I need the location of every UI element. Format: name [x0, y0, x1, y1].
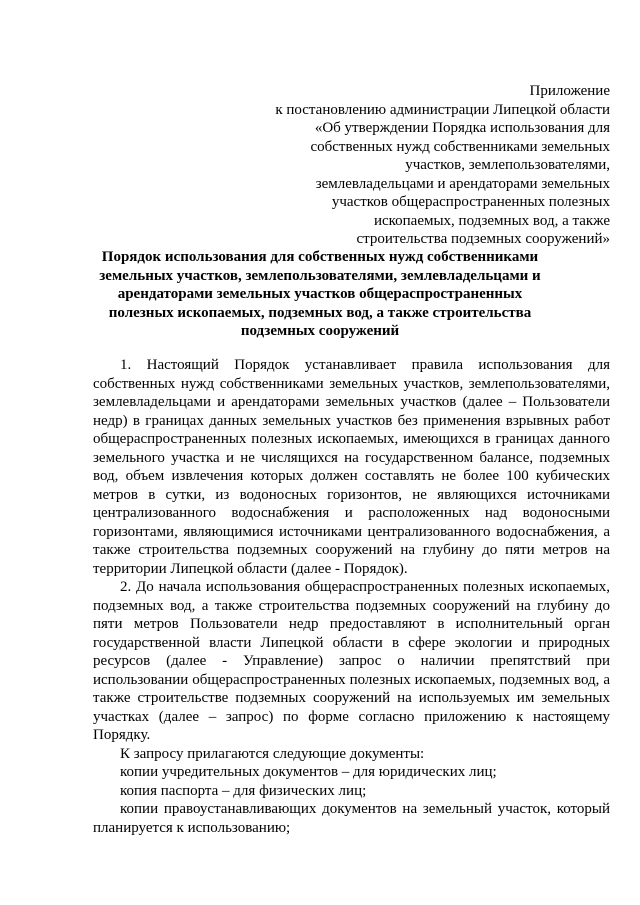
appendix-line: «Об утверждении Порядка использования для [314, 120, 610, 136]
appendix-line: к постановлению администрации Липецкой области [275, 101, 610, 118]
appendix-line: Приложение [529, 83, 610, 99]
paragraph: копии учредительных документов – для юридических лиц; [120, 764, 497, 780]
appendix-line: собственных нужд собственниками земельных [310, 138, 610, 155]
appendix-line: участков, землепользователями, [405, 157, 610, 173]
paragraph: копия паспорта – для физических лиц; [120, 782, 367, 799]
paragraph: К запросу прилагаются следующие документы: [120, 745, 425, 762]
appendix-line: строительства подземных сооружений» [356, 231, 610, 247]
paragraph: 1. Настоящий Порядок устанавливает правила использования для собственных нужд собственниками земельных участков, землепользователями, землевладельцами и арендаторами земельных участков (далее – Пользователи недр) в границах данных земельных участков без применения взрывных работ общераспространенных полезных ископаемых, имеющихся в границах данного земельного участка и не числящихся на государственном балансе, подземных вод, объем извлечения которых должен составлять не более 100 кубических метров в сутки, из водоносных горизонтов, не являющихся источниками централизованного водоснабжения и расположенных над водоносными горизонтами, являющимися источниками централизованного водоснабжения, а также строительства подземных сооружений на глубину до пяти метров на территории Липецкой области (далее - Порядок). [93, 357, 610, 577]
appendix-line: участков общераспространенных полезных [331, 194, 610, 210]
appendix-line: ископаемых, подземных вод, а также [373, 212, 610, 229]
paragraph: 2. До начала использования общераспространенных полезных ископаемых, подземных вод, а также строительства подземных сооружений на глубину до пяти метров Пользователи недр предоставляют в исполнительный орган государственной власти Липецкой области в сфере экологии и природных ресурсов (далее - Управление) запрос о наличии препятствий при использовании общераспространенных полезных ископаемых, подземных вод, а также строительстве подземных сооружений на используемых им земельных участках (далее – запрос) по форме согласно приложению к настоящему Порядку. [93, 579, 610, 743]
appendix-line: землевладельцами и арендаторами земельных [315, 175, 610, 192]
document-body [93, 356, 610, 837]
paragraph: копии правоустанавливающих документов на земельный участок, который планируется к использованию; [93, 801, 610, 836]
appendix-header [250, 82, 610, 249]
document-title: Порядок использования для собственных нужд собственниками земельных участков, землепользователями, землевладельцами и арендаторами земельных участков общераспространенных полезных ископаемых, подземных вод, а также строительства подземных сооружений [99, 249, 541, 339]
